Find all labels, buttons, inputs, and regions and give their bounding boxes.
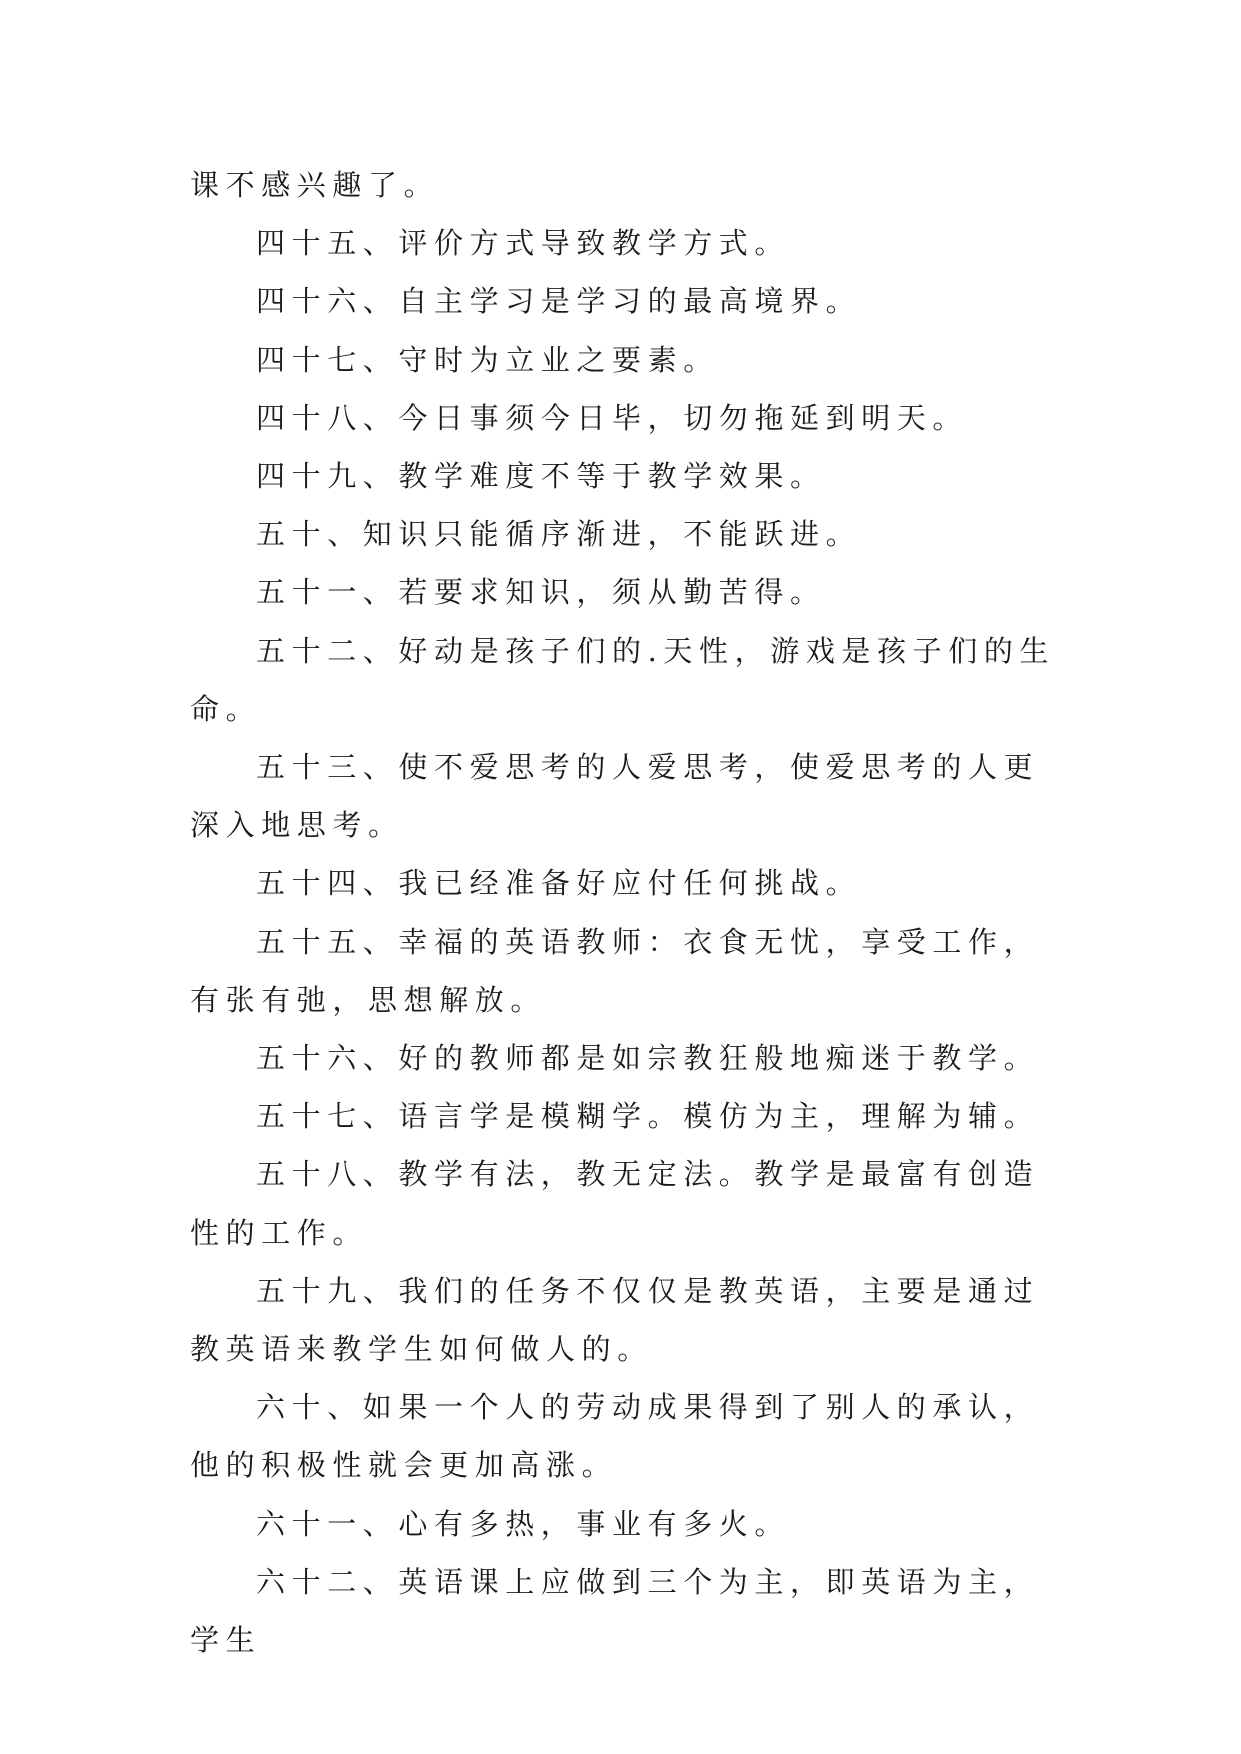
paragraph-59: 五十九、我们的任务不仅仅是教英语，主要是通过教英语来教学生如何做人的。 [190,1273,1040,1367]
paragraph-57: 五十七、语言学是模糊学。模仿为主，理解为辅。 [256,1099,1040,1134]
paragraph-continued: 课不感兴趣了。 [190,168,440,202]
paragraph-54: 五十四、我已经准备好应付任何挑战。 [256,866,862,901]
paragraph-62: 六十二、英语课上应做到三个为主，即英语为主，学生 [190,1564,1040,1658]
paragraph-46: 四十六、自主学习是学习的最高境界。 [256,284,862,319]
paragraph-56: 五十六、好的教师都是如宗教狂般地痴迷于教学。 [256,1041,1040,1076]
paragraph-52: 五十二、好动是孩子们的.天性，游戏是孩子们的生命。 [190,633,1056,726]
paragraph-50: 五十、知识只能循序渐进，不能跃进。 [256,517,862,552]
paragraph-53: 五十三、使不爱思考的人爱思考，使爱思考的人更深入地思考。 [190,750,1040,843]
paragraph-47: 四十七、守时为立业之要素。 [256,342,719,377]
paragraph-48: 四十八、今日事须今日毕，切勿拖延到明天。 [256,400,969,435]
paragraph-61: 六十一、心有多热，事业有多火。 [256,1506,791,1541]
paragraph-45: 四十五、评价方式导致教学方式。 [256,226,791,261]
paragraph-60: 六十、如果一个人的劳动成果得到了别人的承认，他的积极性就会更加高涨。 [190,1390,1040,1483]
document-body [190,156,1070,1669]
paragraph-49: 四十九、教学难度不等于教学效果。 [256,459,826,494]
paragraph-55: 五十五、幸福的英语教师：衣食无忧，享受工作，有张有弛，思想解放。 [190,924,1040,1017]
paragraph-51: 五十一、若要求知识，须从勤苦得。 [256,575,826,610]
paragraph-58: 五十八、教学有法，教无定法。教学是最富有创造性的工作。 [190,1157,1040,1250]
